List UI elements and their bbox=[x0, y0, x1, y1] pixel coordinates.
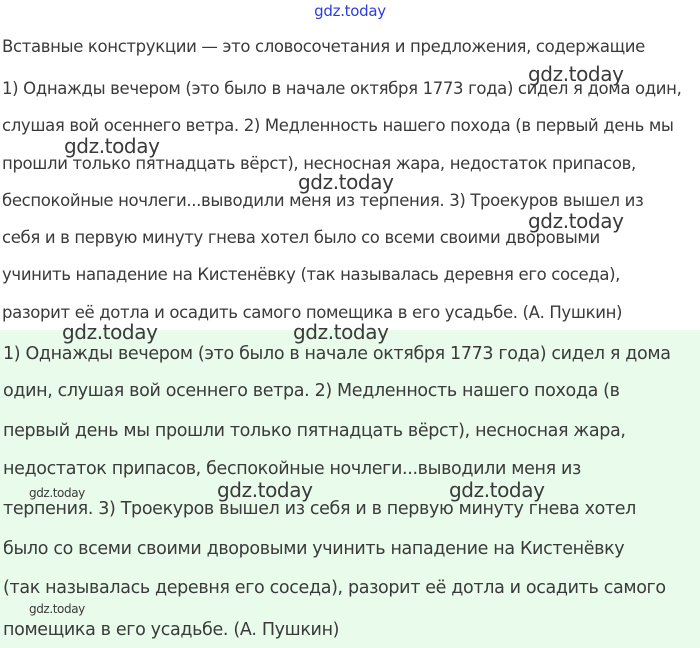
watermark: gdz.today bbox=[62, 320, 158, 344]
answer-line: 1) Однажды вечером (это было в начале октября 1773 года) сидел я дома bbox=[3, 344, 671, 364]
watermark: gdz.today bbox=[217, 478, 313, 502]
watermark: gdz.today bbox=[528, 209, 624, 233]
answer-line: было со всеми своими дворовыми учинить нападение на Кистенёвку bbox=[3, 539, 625, 559]
watermark: gdz.today bbox=[29, 486, 85, 500]
question-line: учинить нападение на Кистенёвку (так называлась деревня его соседа), bbox=[2, 265, 621, 285]
watermark: gdz.today bbox=[29, 602, 85, 616]
question-line: разорит её дотла и осадить самого помещика в его усадьбе. (А. Пушкин) bbox=[2, 302, 623, 322]
watermark: gdz.today bbox=[449, 478, 545, 502]
question-line: прошли только пятнадцать вёрст), несносная жара, недостаток припасов, bbox=[2, 153, 636, 173]
watermark: gdz.today bbox=[528, 62, 624, 86]
answer-block bbox=[0, 330, 700, 648]
watermark: gdz.today bbox=[298, 170, 394, 194]
question-line: беспокойные ночлеги...выводили меня из терпения. 3) Троекуров вышел из bbox=[2, 190, 644, 210]
answer-line: (так называлась деревня его соседа), разорит её дотла и осадить самого bbox=[3, 578, 666, 598]
watermark: gdz.today bbox=[64, 134, 160, 158]
question-line: себя и в первую минуту гнева хотел было со всеми своими дворовыми bbox=[2, 228, 600, 248]
question-line: Вставные конструкции — это словосочетания и предложения, содержащие bbox=[2, 37, 645, 56]
site-label: gdz.today bbox=[314, 2, 386, 20]
answer-line: терпения. 3) Троекуров вышел из себя и в первую минуту гнева хотел bbox=[3, 499, 637, 519]
question-line: слушая вой осеннего ветра. 2) Медленность нашего похода (в первый день мы bbox=[2, 116, 674, 136]
answer-line: помещика в его усадьбе. (А. Пушкин) bbox=[3, 620, 340, 640]
answer-line: первый день мы прошли только пятнадцать вёрст), несносная жара, bbox=[3, 421, 626, 441]
watermark: gdz.today bbox=[293, 320, 389, 344]
question-line: 1) Однажды вечером (это было в начале октября 1773 года) сидел я дома один, bbox=[2, 79, 682, 98]
answer-line: один, слушая вой осеннего ветра. 2) Медленность нашего похода (в bbox=[3, 381, 620, 401]
answer-line: недостаток припасов, беспокойные ночлеги...выводили меня из bbox=[3, 459, 581, 479]
